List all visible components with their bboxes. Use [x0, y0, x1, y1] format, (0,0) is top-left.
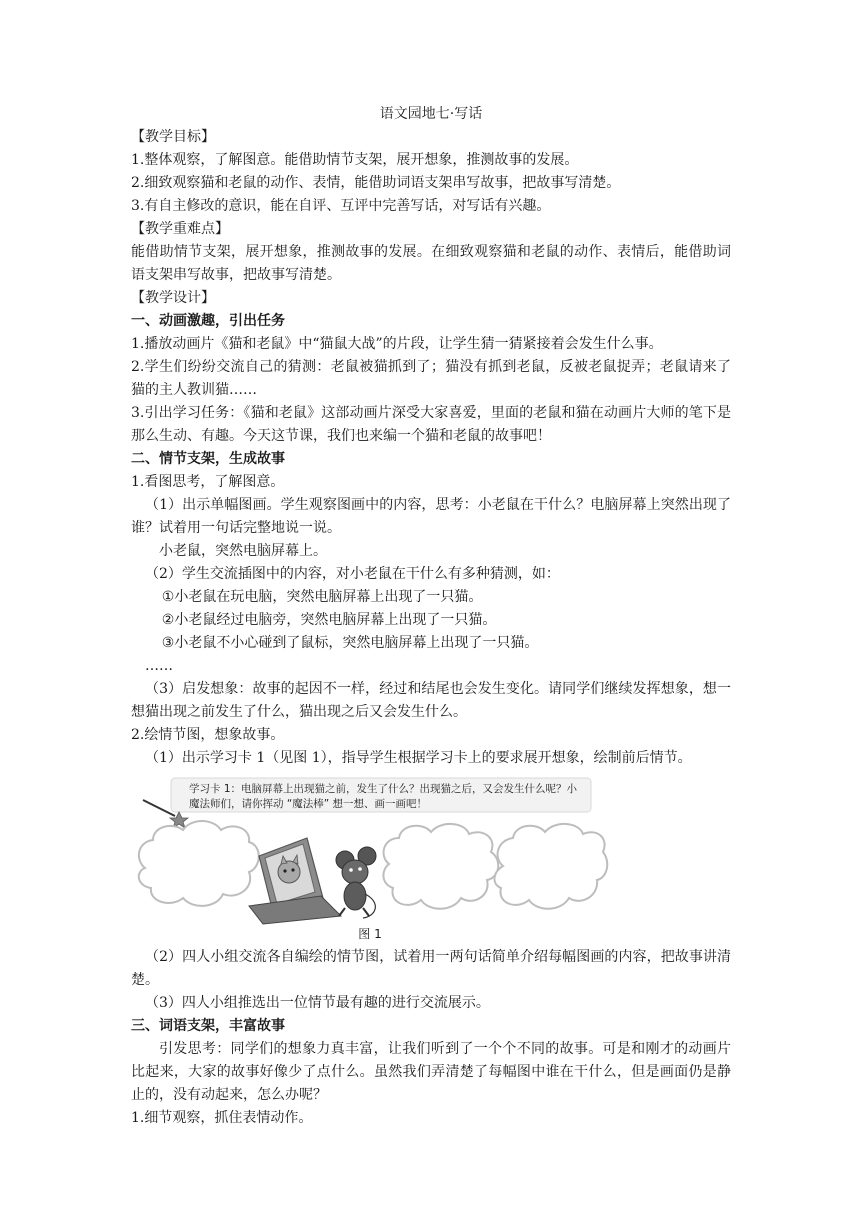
guess-number: ① — [161, 589, 175, 605]
part2-step1-c: （3）启发想象：故事的起因不一样，经过和结尾也会发生变化。请同学们继续发挥想象，想一想猫出现之前发生了什么，猫出现之后又会发生什么。 — [131, 681, 731, 720]
goals-heading: 【教学目标】 — [131, 129, 215, 145]
part2-heading: 二、情节支架，生成故事 — [131, 451, 285, 467]
part2-step2-c: （3）四人小组推选出一位情节最有趣的进行交流展示。 — [145, 995, 490, 1011]
goal-item: 1.整体观察，了解图意。能借助情节支架，展开想象，推测故事的发展。 — [131, 152, 579, 168]
computer-icon — [249, 838, 341, 924]
learning-card-illustration — [131, 776, 609, 926]
learning-card-figure — [131, 776, 609, 926]
part2-step2: 2.绘情节图，想象故事。 — [131, 727, 285, 743]
part2-step2-a: （1）出示学习卡 1（见图 1），指导学生根据学习卡上的要求展开想象，绘制前后情节。 — [145, 750, 692, 766]
guess-text: 小老鼠在玩电脑，突然电脑屏幕上出现了一只猫。 — [174, 589, 483, 605]
figure-caption: 图 1 — [358, 927, 382, 941]
cloud-icon — [383, 824, 498, 909]
goal-item: 3.有自主修改的意识，能在自评、互评中完善写话，对写话有兴趣。 — [131, 198, 551, 214]
ellipsis: …… — [145, 658, 173, 674]
cloud-icon — [494, 824, 607, 909]
guess-item — [131, 632, 731, 655]
design-heading: 【教学设计】 — [131, 290, 215, 306]
part2-step1: 1.看图思考，了解图意。 — [131, 474, 285, 490]
document-page — [131, 104, 731, 1130]
guess-item — [131, 609, 731, 632]
part2-step1-a: （1）出示单幅图画。学生观察图画中的内容，思考：小老鼠在干什么？电脑屏幕上突然出现了谁？试着用一句话完整地说一说。 — [131, 497, 731, 536]
guess-number: ② — [161, 612, 175, 628]
guess-number: ③ — [161, 635, 175, 651]
card-line2: 魔法师们，请你挥动 “魔法棒” 想一想、画一画吧！ — [189, 798, 428, 810]
part3-step1: 1.细节观察，抓住表情动作。 — [131, 1110, 313, 1126]
key-heading: 【教学重难点】 — [131, 221, 229, 237]
keyboard-icon — [249, 896, 341, 924]
mouse-character-icon — [336, 847, 376, 918]
part2-step1-b: （2）学生交流插图中的内容，对小老鼠在干什么有多种猜测，如： — [145, 566, 560, 582]
part1-item: 3.引出学习任务：《猫和老鼠》这部动画片深受大家喜爱，里面的老鼠和猫在动画片大师的笔下是那么生动、有趣。今天这节课，我们也来编一个猫和老鼠的故事吧！ — [131, 405, 731, 444]
part3-heading: 三、词语支架，丰富故事 — [131, 1018, 285, 1034]
part3-intro: 引发思考：同学们的想象力真丰富，让我们听到了一个个不同的故事。可是和刚才的动画片比起来，大家的故事好像少了点什么。虽然我们弄清楚了每幅图中谁在干什么，但是画面仍是静止的，没有动起来，怎么办呢？ — [131, 1041, 731, 1103]
part2-step2-b: （2）四人小组交流各自编绘的情节图，试着用一两句话简单介绍每幅图画的内容，把故事讲清楚。 — [131, 949, 731, 988]
part1-item: 1.播放动画片《猫和老鼠》中“猫鼠大战”的片段，让学生猜一猜紧接着会发生什么事。 — [131, 336, 663, 352]
goal-item: 2.细致观察猫和老鼠的动作、表情，能借助词语支架串写故事，把故事写清楚。 — [131, 175, 621, 191]
magic-wand-icon — [143, 800, 175, 816]
guess-item — [131, 586, 731, 609]
part1-heading: 一、动画激趣，引出任务 — [131, 313, 285, 329]
cloud-icon — [139, 821, 259, 906]
guess-text: 小老鼠不小心碰到了鼠标，突然电脑屏幕上出现了一只猫。 — [174, 635, 539, 651]
guess-text: 小老鼠经过电脑旁，突然电脑屏幕上出现了一只猫。 — [174, 612, 497, 628]
document-title: 语文园地七·写话 — [379, 106, 483, 122]
part2-step1-example: 小老鼠，突然电脑屏幕上。 — [159, 543, 327, 559]
key-text: 能借助情节支架，展开想象，推测故事的发展。在细致观察猫和老鼠的动作、表情后，能借助词语支架串写故事，把故事写清楚。 — [131, 244, 731, 283]
card-line1: 学习卡 1：电脑屏幕上出现猫之前，发生了什么？出现猫之后，又会发生什么呢？小 — [189, 783, 578, 795]
part1-item: 2.学生们纷纷交流自己的猜测：老鼠被猫抓到了；猫没有抓到老鼠，反被老鼠捉弄；老鼠请来了猫的主人教训猫…… — [131, 359, 731, 398]
